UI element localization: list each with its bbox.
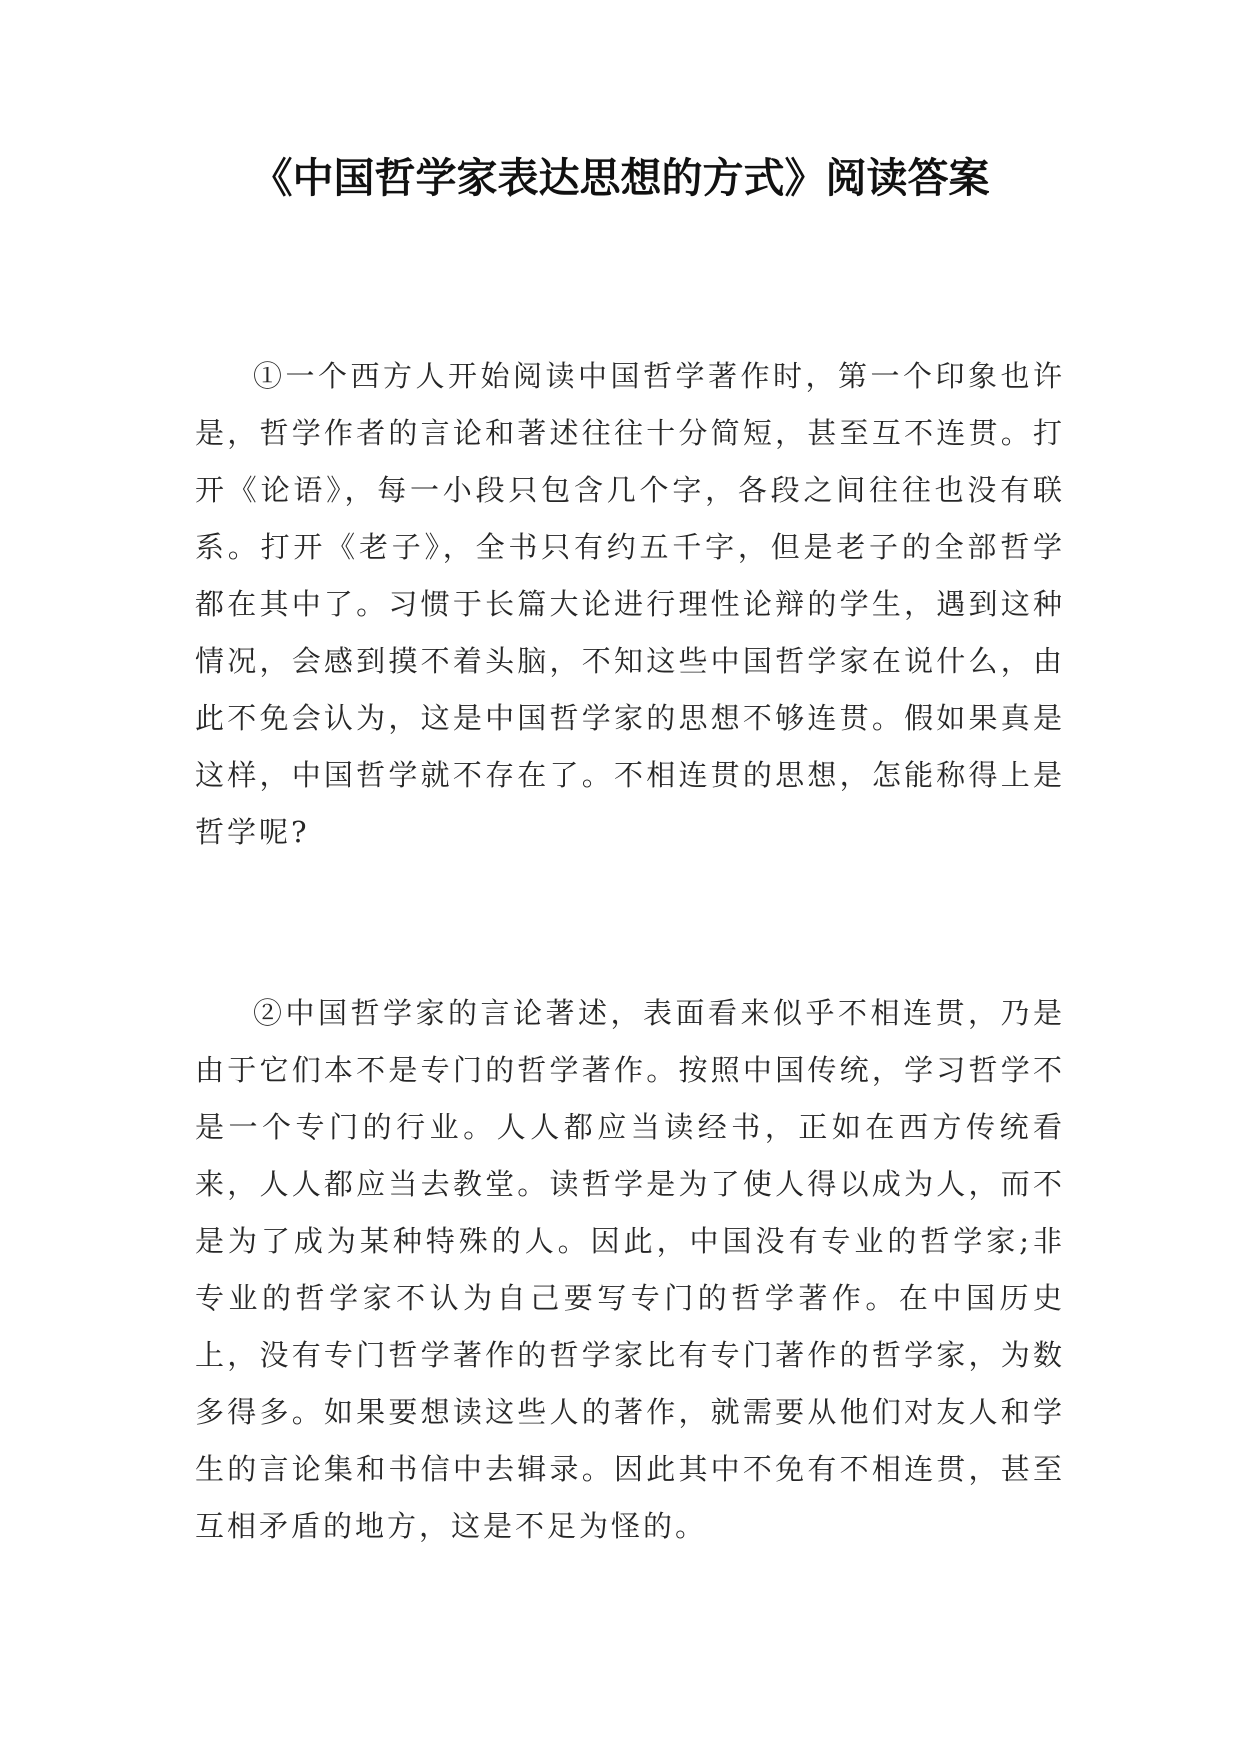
paragraph-1: ①一个西方人开始阅读中国哲学著作时，第一个印象也许是，哲学作者的言论和著述往往十分简短，甚至互不连贯。打开《论语》，每一小段只包含几个字，各段之间往往也没有联系。打开《老子》，全书只有约五千字，但是老子的全部哲学都在其中了。习惯于长篇大论进行理性论辩的学生，遇到这种情况，会感到摸不着头脑，不知这些中国哲学家在说什么，由此不免会认为，这是中国哲学家的思想不够连贯。假如果真是这样，中国哲学就不存在了。不相连贯的思想，怎能称得上是哲学呢? <box>195 359 1065 849</box>
document-title: 《中国哲学家表达思想的方式》阅读答案 <box>251 154 990 202</box>
paragraph-2: ②中国哲学家的言论著述，表面看来似乎不相连贯，乃是由于它们本不是专门的哲学著作。按照中国传统，学习哲学不是一个专门的行业。人人都应当读经书，正如在西方传统看来，人人都应当去教堂。读哲学是为了使人得以成为人，而不是为了成为某种特殊的人。因此，中国没有专业的哲学家;非专业的哲学家不认为自己要写专门的哲学著作。在中国历史上，没有专门哲学著作的哲学家比有专门著作的哲学家，为数多得多。如果要想读这些人的著作，就需要从他们对友人和学生的言论集和书信中去辑录。因此其中不免有不相连贯，甚至互相矛盾的地方，这是不足为怪的。 <box>195 996 1065 1543</box>
